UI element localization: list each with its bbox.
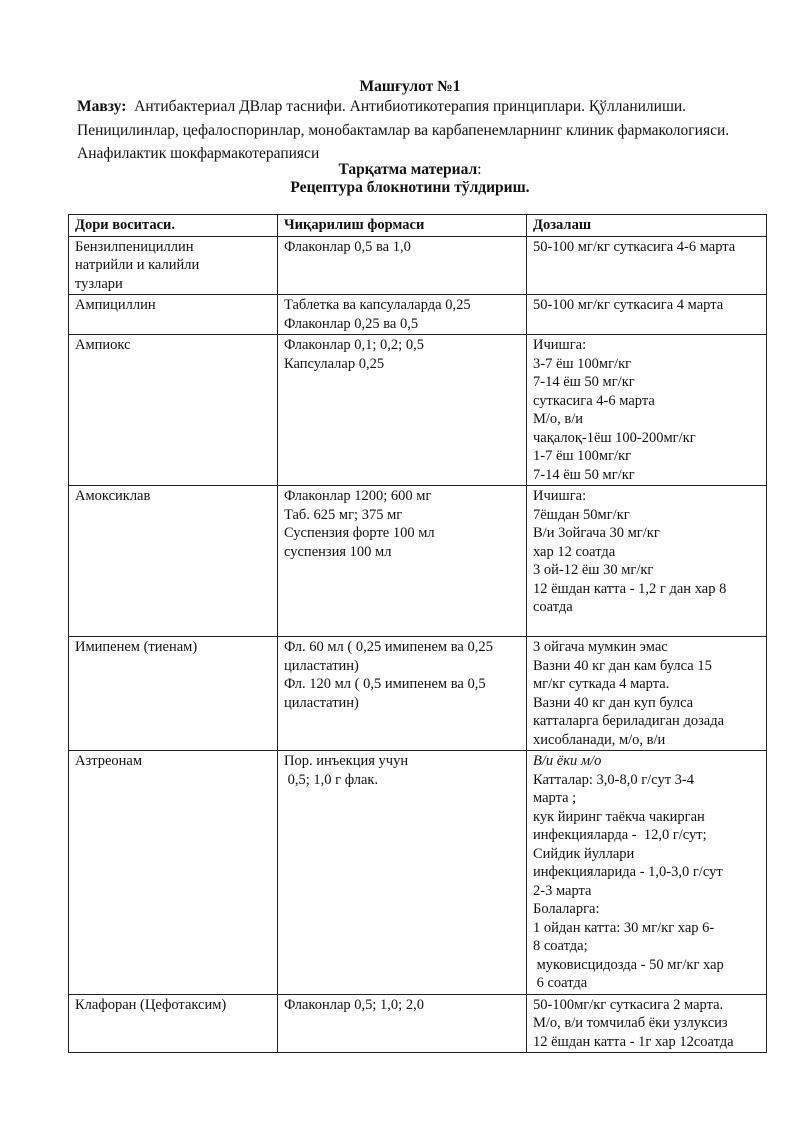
header-form: Чиқарилиш формаси (278, 215, 527, 237)
table-row (69, 637, 767, 751)
dose-line: 3-7 ёш 100мг/кг (533, 355, 632, 372)
drug-cell (69, 236, 278, 295)
dose-line: 6 соатда (533, 975, 588, 991)
form-line: Флаконлар 0,5 ва 1,0 (284, 238, 411, 255)
form-line: Флаконлар 0,25 ва 0,5 (284, 315, 419, 332)
dose-line: В/и 3ойгача 30 мг/кг (533, 525, 660, 541)
dose-line: Болаларга: (533, 901, 600, 917)
subtitle: Рецептура блокнотини тўлдириш. (290, 179, 530, 196)
drug-cell (69, 486, 278, 637)
dose-line: 8 соатда; (533, 938, 588, 954)
form-cell (278, 335, 527, 486)
dose-line: Вазни 40 кг дан кам булса 15 (533, 657, 712, 674)
dose-line: 50-100 мг/кг суткасига 4 марта (533, 297, 724, 313)
topic-label: Мавзу: (77, 98, 127, 115)
dose-line: кук йиринг таёкча чакирган (533, 808, 705, 825)
blank-line (533, 617, 760, 636)
form-cell (278, 751, 527, 995)
dose-line: хар 12 соатда (533, 543, 616, 560)
handout-colon: : (477, 161, 482, 178)
dose-line: М/о, в/и томчилаб ёки узлуксиз (533, 1015, 728, 1031)
form-line: Капсулалар 0,25 (284, 355, 385, 372)
table-row (69, 994, 767, 1053)
form-line: суспензия 100 мл (284, 543, 392, 560)
topic-paragraph (77, 95, 777, 166)
dose-cell (527, 994, 767, 1053)
drug-table (68, 214, 767, 1053)
drug-line: Бензилпенициллин (75, 238, 194, 255)
form-line: Пор. инъекция учун (284, 753, 409, 769)
dose-line: 12 ёшдан катта - 1,2 г дан хар 8 (533, 580, 727, 597)
dose-line: катталарга бериладиган дозада (533, 713, 725, 729)
dose-line: 50-100 мг/кг суткасига 4-6 марта (533, 238, 736, 255)
form-line: 0,5; 1,0 г флак. (284, 771, 379, 788)
handout-label: Тарқатма материал (338, 161, 478, 178)
dose-line: муковисцидозда - 50 мг/кг хар (533, 956, 724, 973)
dose-line: 1 ойдан катта: 30 мг/кг хар 6- (533, 919, 715, 936)
drug-cell (69, 295, 278, 335)
dose-line: 2-3 марта (533, 882, 592, 899)
dose-line: 3 ойгача мумкин эмас (533, 639, 668, 655)
dose-line: 7-14 ёш 50 мг/кг (533, 466, 635, 483)
dose-line: Сийдик йуллари (533, 845, 635, 862)
dose-line: марта ; (533, 790, 577, 806)
page-title: Машғулот №1 (359, 78, 461, 95)
table-row (69, 335, 767, 486)
dose-cell (527, 637, 767, 751)
dose-line: 7ёшдан 50мг/кг (533, 506, 630, 523)
dose-line: хисобланади, м/о, в/и (533, 731, 666, 748)
dose-route-italic: В/и ёки м/о (533, 753, 602, 769)
dose-line: Катталар: 3,0-8,0 г/сут 3-4 (533, 771, 694, 788)
form-line: Флаконлар 0,5; 1,0; 2,0 (284, 996, 424, 1013)
drug-cell (69, 994, 278, 1053)
dose-line: 12 ёшдан катта - 1г хар 12соатда (533, 1033, 734, 1050)
handout-heading (0, 161, 800, 179)
form-line: Флаконлар 0,1; 0,2; 0,5 (284, 337, 424, 353)
drug-line: Клафоран (Цефотаксим) (75, 996, 227, 1013)
dose-cell (527, 486, 767, 637)
dose-line: инфекцияларда - 12,0 г/сут; (533, 827, 707, 843)
form-cell (278, 994, 527, 1053)
drug-line: Имипенем (тиенам) (75, 639, 198, 655)
drug-line: Азтреонам (75, 753, 143, 769)
dose-cell (527, 295, 767, 335)
form-cell (278, 486, 527, 637)
table-header-row (69, 215, 767, 237)
drug-line: Амоксиклав (75, 488, 151, 504)
form-cell (278, 637, 527, 751)
drug-cell (69, 751, 278, 995)
dose-line: Ичишга: (533, 337, 587, 353)
dose-cell (527, 236, 767, 295)
dose-line: соатда (533, 599, 573, 615)
table-row (69, 486, 767, 637)
dose-line: 3 ой-12 ёш 30 мг/кг (533, 562, 654, 578)
header-drug: Дори воситаси. (69, 215, 278, 237)
form-line: циластатин) (284, 657, 359, 674)
drug-line: тузлари (75, 275, 123, 292)
drug-line: натрийли и калийли (75, 257, 200, 273)
dose-line: 1-7 ёш 100мг/кг (533, 448, 632, 464)
form-line: Фл. 120 мл ( 0,5 имипенем ва 0,5 (284, 676, 486, 692)
dose-line: 7-14 ёш 50 мг/кг (533, 374, 635, 390)
dose-line: 50-100мг/кг суткасига 2 марта. (533, 996, 724, 1013)
dose-line: мг/кг суткада 4 марта. (533, 676, 670, 692)
dose-line: М/о, в/и (533, 411, 584, 427)
table-row (69, 751, 767, 995)
topic-text: Антибактериал ДВлар таснифи. Антибиотикотерапия принциплари. Қўлланилиши. Пеницилинлар, цефалоспоринлар, монобактамлар ва карбапенемларнинг клиник фармакологияси. Анафилактик шокфармакотерапияси (77, 98, 730, 162)
drug-line: Ампициллин (75, 297, 156, 313)
dose-line: инфекцияларида - 1,0-3,0 г/сут (533, 864, 723, 880)
form-line: Фл. 60 мл ( 0,25 имипенем ва 0,25 (284, 639, 493, 655)
header-dose: Дозалаш (527, 215, 767, 237)
dose-cell (527, 751, 767, 995)
form-line: Таблетка ва капсулаларда 0,25 (284, 297, 471, 313)
form-cell (278, 295, 527, 335)
dose-cell (527, 335, 767, 486)
dose-line: Ичишга: (533, 488, 587, 504)
dose-line: суткасига 4-6 марта (533, 392, 655, 409)
table-row (69, 295, 767, 335)
table-row (69, 236, 767, 295)
form-line: циластатин) (284, 694, 359, 711)
drug-cell (69, 637, 278, 751)
dose-line: чақалоқ-1ёш 100-200мг/кг (533, 429, 696, 446)
form-line: Суспензия форте 100 мл (284, 525, 435, 541)
form-cell (278, 236, 527, 295)
dose-line: Вазни 40 кг дан куп булса (533, 694, 694, 711)
form-line: Флаконлар 1200; 600 мг (284, 488, 432, 504)
form-line: Таб. 625 мг; 375 мг (284, 506, 403, 523)
drug-cell (69, 335, 278, 486)
drug-line: Ампиокс (75, 337, 131, 353)
